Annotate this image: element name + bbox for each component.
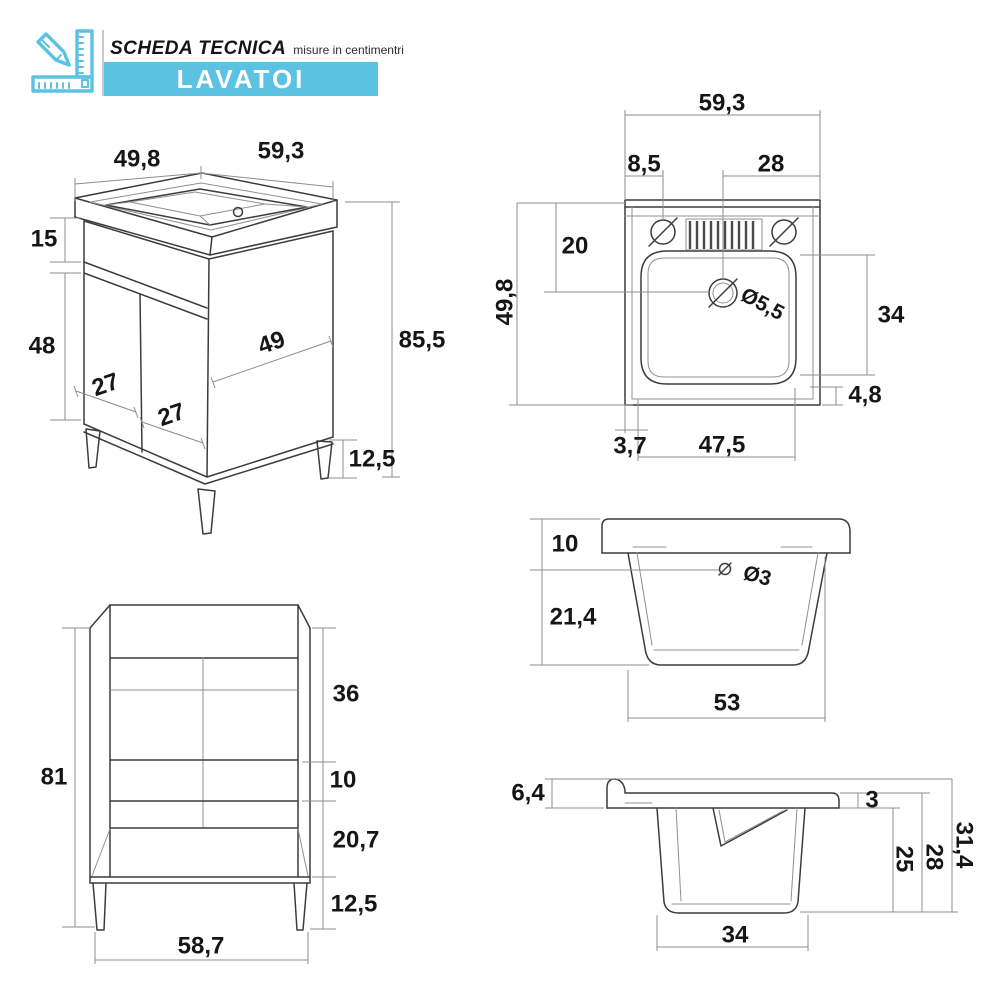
dim-rear-base-width: 58,7	[177, 932, 225, 960]
sheet-title: SCHEDA TECNICA	[110, 38, 287, 59]
product-banner-label: LAVATOI	[176, 63, 306, 94]
dim-top-overall-depth: 49,8	[491, 278, 519, 326]
dim-section-total-depth: 31,4	[950, 821, 978, 869]
dim-rear-leg-height: 12,5	[330, 890, 378, 918]
dim-top-drain-from-back: 20	[561, 232, 589, 260]
dim-rear-total-height: 81	[40, 763, 68, 791]
dim-front-total-height: 85,5	[398, 326, 446, 354]
dim-top-basin-width: 47,5	[698, 431, 746, 459]
cabinet-leg	[93, 883, 106, 930]
dim-top-drain-diameter: Ø5,5	[736, 283, 788, 326]
dim-top-basin-length: 34	[877, 301, 905, 329]
cabinet-leg	[86, 429, 100, 468]
dim-top-overall-width: 59,3	[698, 89, 746, 117]
dim-basin-rim-height: 10	[551, 530, 579, 558]
dim-section-rim-height: 6,4	[511, 779, 545, 807]
dim-front-door-left: 27	[88, 367, 123, 403]
basin-side-view	[530, 519, 850, 722]
dim-rear-lower-section: 20,7	[332, 826, 380, 854]
dim-front-door-right: 27	[154, 397, 189, 433]
dim-front-side-depth: 49	[254, 325, 289, 361]
dim-basin-width: 53	[713, 689, 741, 717]
rear-view	[41, 605, 380, 964]
dim-basin-depth: 21,4	[549, 603, 597, 631]
dim-section-basin-depth: 28	[920, 843, 948, 871]
dim-top-front-edge: 4,8	[848, 381, 882, 409]
dim-top-drain-offset: 28	[757, 150, 785, 178]
dim-front-apron-height: 15	[30, 225, 58, 253]
cabinet-leg	[294, 883, 307, 930]
dim-section-basin-inner-depth: 25	[890, 845, 918, 873]
sheet-subtitle: misure in centimentri	[293, 43, 404, 57]
dim-section-top-thickness: 3	[865, 786, 879, 814]
dim-top-tap-hole-offset: 8,5	[627, 150, 661, 178]
section-view	[511, 779, 977, 951]
dim-front-leg-height: 12,5	[348, 445, 396, 473]
dim-top-wall-thickness: 3,7	[613, 432, 647, 460]
dim-front-depth-top: 49,8	[113, 145, 161, 173]
cabinet-leg	[198, 489, 215, 534]
dim-basin-overflow-diameter: Ø3	[740, 561, 774, 591]
door-divider	[140, 294, 142, 452]
washboard-ribs	[690, 221, 753, 249]
rear-rail	[110, 760, 298, 801]
front-perspective-view	[29, 137, 446, 534]
dim-front-width-top: 59,3	[257, 137, 305, 165]
dim-section-bottom-width: 34	[721, 921, 749, 949]
dim-rear-upper-section: 36	[332, 680, 360, 708]
dim-front-door-height: 48	[28, 332, 56, 360]
drain-funnel	[713, 808, 787, 846]
dim-rear-rail-height: 10	[329, 766, 357, 794]
top-view	[491, 89, 905, 461]
